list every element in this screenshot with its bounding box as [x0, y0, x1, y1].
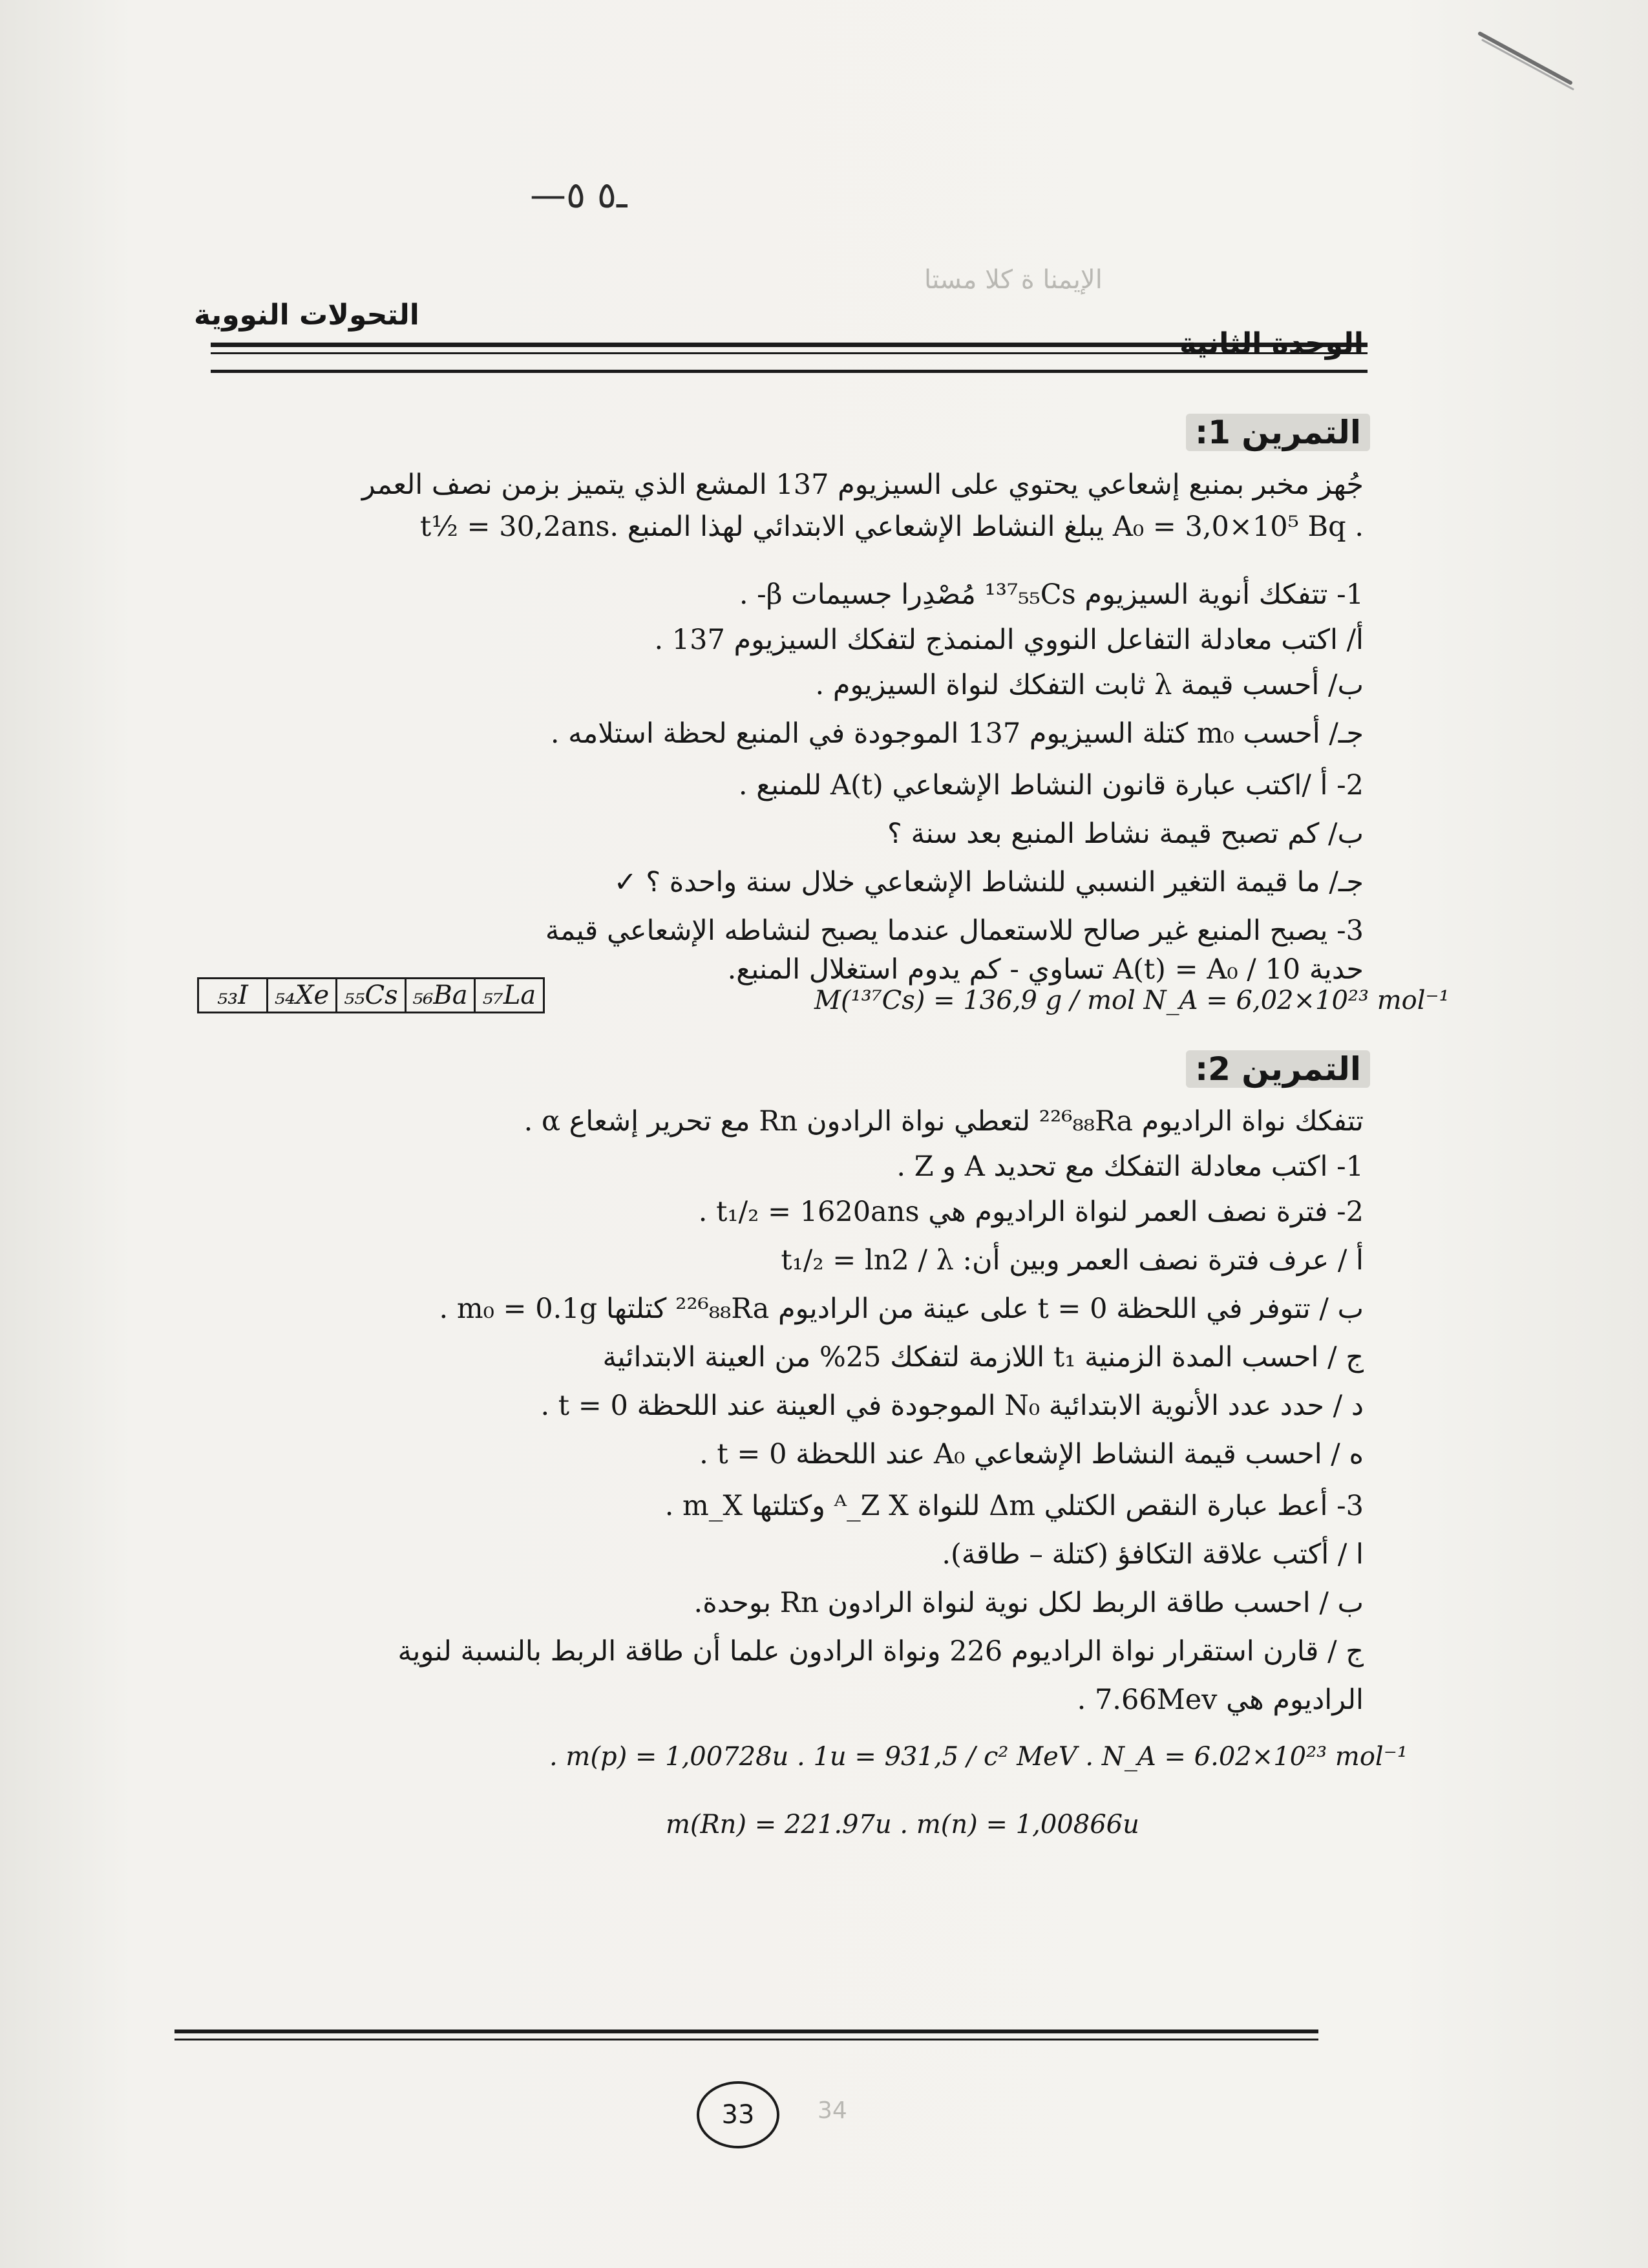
exercise2-line: 3- أعط عبارة النقص الكتلي Δm للنواة ᴬ_Z X وكتلتها m_X .	[664, 1490, 1364, 1522]
exercise2-line: ب / احسب طاقة الربط لكل نوية لنواة الرادون Rn بوحدة.	[693, 1587, 1364, 1619]
exercise1-line: 2- أ /اكتب عبارة قانون النشاط الإشعاعي A(t) للمنبع .	[738, 769, 1364, 801]
page-number: 33	[697, 2081, 779, 2148]
exercise1-line: 3- يصبح المنبع غير صالح للاستعمال عندما يصبح لنشاطه الإشعاعي قيمة	[545, 915, 1364, 947]
exercise2-line: ج / احسب المدة الزمنية t₁ اللازمة لتفكك 25% من العينة الابتدائية	[602, 1341, 1364, 1373]
exercise2-line: تتفكك نواة الراديوم ²²⁶₈₈Ra لتعطي نواة الرادون Rn مع تحرير إشعاع α .	[523, 1105, 1364, 1138]
exercise2-line: ج / قارن استقرار نواة الراديوم 226 ونواة الرادون علما أن طاقة الربط بالنسبة لنوية	[397, 1635, 1364, 1668]
exercise1-line: 1- تتفكك أنوية السيزيوم ¹³⁷₅₅Cs مُصْدِرا جسيمات ‎-β .	[739, 578, 1364, 611]
exercise1-line: حدية A(t) = A₀ / 10 تساوي - كم يدوم استغلال المنبع.	[727, 953, 1364, 986]
element-symbols-table	[197, 977, 545, 1013]
exercise2-line: د / حدد عدد الأنوية الابتدائية N₀ الموجودة في العينة عند اللحظة t = 0 .	[540, 1390, 1364, 1422]
footer-rule-bottom	[174, 2039, 1318, 2040]
exercise1-line: جُهز مخبر بمنبع إشعاعي يحتوي على السيزيوم 137 المشع الذي يتميز بزمن نصف العمر	[361, 469, 1364, 501]
bleed-through-page-number: 34	[818, 2097, 847, 2124]
exercise2-line: ه / احسب قيمة النشاط الإشعاعي A₀ عند اللحظة t = 0 .	[699, 1438, 1364, 1470]
exercise2-data-1: . m(p) = 1,00728u . 1u = 931,5 / c² MeV . N_A = 6.02×10²³ mol⁻¹	[549, 1742, 1408, 1772]
table-cell: ₅₅Cs	[337, 979, 406, 1013]
handwritten-mark: —ـ٥ ٥	[530, 175, 628, 217]
exercise2-line: 1- اكتب معادلة التفكك مع تحديد A و Z .	[896, 1150, 1364, 1183]
unit-rule	[211, 370, 1368, 373]
exercise1-line: . A₀ = 3,0×10⁵ Bq يبلغ النشاط الإشعاعي الابتدائي لهذا المنبع .t½ = 30,2ans	[419, 511, 1364, 543]
table-cell: ₅₃I	[198, 979, 268, 1013]
exercise2-line: أ / عرف فترة نصف العمر وبين أن: t₁/₂ = ln2 / λ	[781, 1244, 1364, 1277]
exercise2-line: 2- فترة نصف العمر لنواة الراديوم هي t₁/₂ = 1620ans .	[698, 1196, 1364, 1228]
table-cell: ₅₇La	[475, 979, 544, 1013]
bleed-through-top: الإيمنا ة كلا مستا	[924, 265, 1103, 295]
exercise1-line: ب/ أحسب قيمة λ ثابت التفكك لنواة السيزيوم .	[815, 669, 1364, 701]
exercise1-title: التمرين 1:	[1186, 414, 1370, 451]
exercise1-line: جـ/ أحسب m₀ كتلة السيزيوم 137 الموجودة في المنبع لحظة استلامه .	[550, 717, 1364, 750]
exercise2-line: ا / أكتب علاقة التكافؤ (كتلة – طاقة).	[942, 1538, 1364, 1571]
exercise1-data: M(¹³⁷Cs) = 136,9 g / mol N_A = 6,02×10²³ mol⁻¹	[814, 986, 1450, 1015]
exercise2-line: الراديوم هي 7.66Mev .	[1077, 1684, 1364, 1716]
chapter-title: التحولات النووية	[194, 299, 419, 332]
staple-icon	[1474, 26, 1590, 103]
exercise1-line: جـ/ ما قيمة التغير النسبي للنشاط الإشعاعي خلال سنة واحدة ؟ ✓	[613, 866, 1364, 898]
exercise2-data-2: m(Rn) = 221.97u . m(n) = 1,00866u	[666, 1810, 1139, 1839]
exercise2-title: التمرين 2:	[1186, 1050, 1370, 1088]
footer-rule-top	[174, 2030, 1318, 2033]
unit-title: الوحدة الثانية	[1179, 327, 1364, 360]
table-cell: ₅₄Xe	[268, 979, 337, 1013]
exercise1-line: ب/ كم تصبح قيمة نشاط المنبع بعد سنة ؟	[887, 818, 1364, 850]
exercise1-line: أ/ اكتب معادلة التفاعل النووي المنمذج لتفكك السيزيوم 137 .	[654, 624, 1364, 656]
table-cell: ₅₆Ba	[406, 979, 475, 1013]
exercise2-line: ب / تتوفر في اللحظة t = 0 على عينة من الراديوم ²²⁶₈₈Ra كتلتها m₀ = 0.1g .	[439, 1293, 1364, 1325]
